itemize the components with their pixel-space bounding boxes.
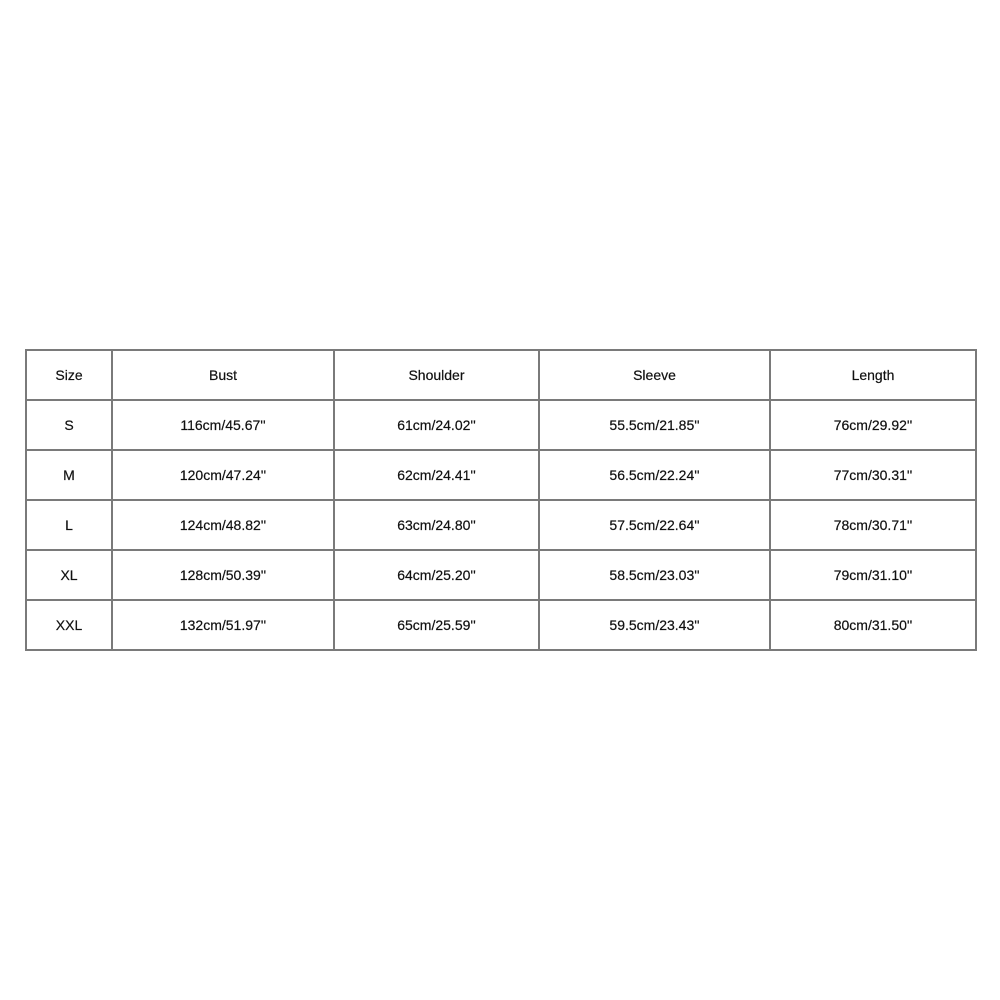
- cell-shoulder: 62cm/24.41'': [334, 450, 539, 500]
- cell-size: XL: [26, 550, 112, 600]
- cell-bust: 120cm/47.24'': [112, 450, 334, 500]
- cell-sleeve: 57.5cm/22.64'': [539, 500, 770, 550]
- cell-bust: 116cm/45.67'': [112, 400, 334, 450]
- cell-shoulder: 65cm/25.59'': [334, 600, 539, 650]
- cell-length: 76cm/29.92'': [770, 400, 976, 450]
- cell-length: 78cm/30.71'': [770, 500, 976, 550]
- cell-sleeve: 56.5cm/22.24'': [539, 450, 770, 500]
- header-size: Size: [26, 350, 112, 400]
- cell-bust: 128cm/50.39'': [112, 550, 334, 600]
- cell-shoulder: 63cm/24.80'': [334, 500, 539, 550]
- cell-length: 77cm/30.31'': [770, 450, 976, 500]
- table-row: [26, 400, 976, 450]
- cell-sleeve: 58.5cm/23.03'': [539, 550, 770, 600]
- cell-size: S: [26, 400, 112, 450]
- cell-size: M: [26, 450, 112, 500]
- table-row: [26, 550, 976, 600]
- cell-shoulder: 61cm/24.02'': [334, 400, 539, 450]
- table-row: [26, 450, 976, 500]
- cell-sleeve: 59.5cm/23.43'': [539, 600, 770, 650]
- table-row: [26, 500, 976, 550]
- cell-length: 79cm/31.10'': [770, 550, 976, 600]
- size-chart-table: [25, 349, 977, 651]
- table-row: [26, 600, 976, 650]
- header-sleeve: Sleeve: [539, 350, 770, 400]
- cell-bust: 132cm/51.97'': [112, 600, 334, 650]
- cell-length: 80cm/31.50'': [770, 600, 976, 650]
- cell-shoulder: 64cm/25.20'': [334, 550, 539, 600]
- header-length: Length: [770, 350, 976, 400]
- header-shoulder: Shoulder: [334, 350, 539, 400]
- table-header-row: [26, 350, 976, 400]
- cell-sleeve: 55.5cm/21.85'': [539, 400, 770, 450]
- header-bust: Bust: [112, 350, 334, 400]
- cell-bust: 124cm/48.82'': [112, 500, 334, 550]
- cell-size: L: [26, 500, 112, 550]
- cell-size: XXL: [26, 600, 112, 650]
